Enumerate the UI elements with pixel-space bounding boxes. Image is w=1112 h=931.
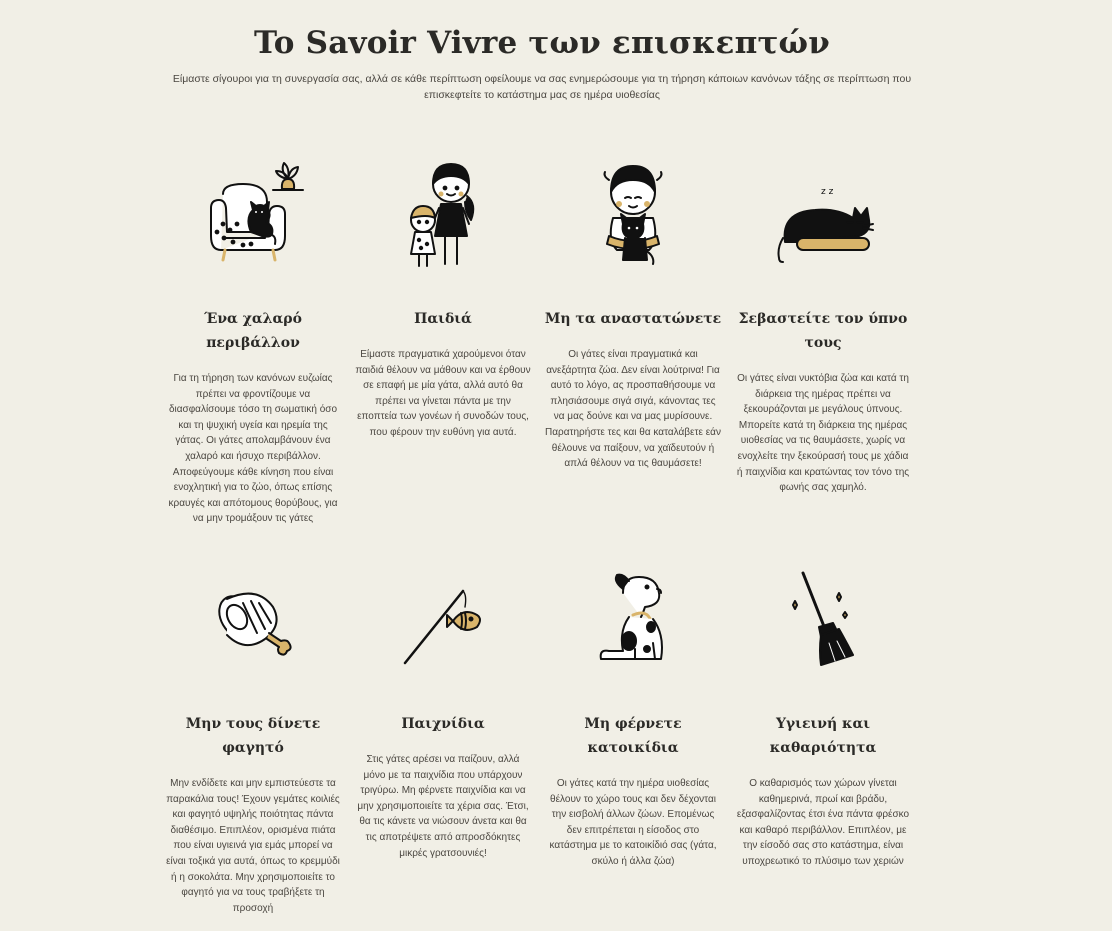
rule-card-relaxed-environment [158,150,348,527]
sleeping-cat-icon [728,150,918,285]
rule-text: Για τη τήρηση των κανόνων ευζωίας πρέπει να φροντίζουμε να διασφαλίσουμε τόσο τη σωματική όσο και τη ψυχική υγεία και ηρεμία της γάτας. Οι γάτες απολαμβάνουν ένα χαλαρό και ήσυχο περιβάλλον. Αποφεύγουμε κάθε κίνηση που είναι ενοχλητική για το ζώο, όπως επίσης κραυγές και απότομους θορύβους, για να μην τρομάξουν τις γάτες [168,373,338,525]
rule-card-hygiene [728,555,918,916]
rule-text: Οι γάτες κατά την ημέρα υιοθεσίας θέλουν το χώρο τους και δεν δέχονται την εισβολή άλλων ζώων. Επομένως δεν επιτρέπεται η είσοδος στο κατάστημα με το κατοικίδιό σας (γάτα, σκύλο ή άλλα ζώα) [549,778,717,867]
rules-row-2 [158,555,918,916]
rule-card-toys [348,555,538,916]
rule-title: Παιδιά [414,311,472,327]
rule-text: Οι γάτες είναι πραγματικά και ανεξάρτητα ζώα. Δεν είναι λούτρινα! Για αυτό το λόγο, ας προσπαθήσουμε να πλησιάσουμε σιγά σιγά, κάνοντας τες να μας δούνε και να μας μυρίσουνε. Παρατηρήστε τες και θα καταλάβετε εάν θέλουνε να παίξουν, να χαϊδευτούν ή απλά θέλουν να τις θαυμάσετε! [545,349,721,470]
rule-title: Μην τους δίνετε φαγητό [185,716,321,756]
page-intro: Είμαστε σίγουροι για τη συνεργασία σας, αλλά σε κάθε περίπτωση οφείλουμε να σας ενημερώσουμε για τη τήρηση κάποιων κανόνων τάξης σε περίπτωση που επισκεφτείτε το κατάστημα μας σε ημέρα υιοθεσίας [172,72,912,101]
cat-armchair-icon [158,150,348,285]
zz-label: z z [821,186,834,197]
rule-card-children [348,150,538,527]
rule-card-respect-sleep [728,150,918,527]
rule-text: Οι γάτες είναι νυκτόβια ζώα και κατά τη διάρκεια της ημέρας πρέπει να ξεκουράζονται με μεγάλους ύπνους. Μπορείτε κατά τη διάρκεια της ημέρας υιοθεσίας να τις θαυμάσετε, χωρίς να ενοχλείτε την ξεκούρασή τους με χάδια ή παιχνίδια και κρατώντας τον τόνο της φωνής σας χαμηλό. [736,373,910,494]
rule-title: Υγιεινή και καθαριότητα [769,716,877,756]
rule-title: Μη φέρνετε κατοικίδια [584,716,682,756]
rule-text: Στις γάτες αρέσει να παίζουν, αλλά μόνο με τα παιχνίδια που υπάρχουν τριγύρω. Μη φέρνετε παιχνίδια και να μην χρησιμοποιείτε τα χέρια σας. Έτσι, θα τις κάνετε να νιώσουν άνετα και θα τις αποτρέψετε από απροσδόκητες μικρές γρατσουνιές! [357,754,529,859]
rule-title: Μη τα αναστατώνετε [544,311,722,327]
dog-icon [538,555,728,690]
children-icon [348,150,538,285]
rule-title: Παιχνίδια [401,716,485,732]
rules-row-1 [158,150,918,527]
rule-card-no-pets [538,555,728,916]
page-title: To Savoir Vivre των επισκεπτών [254,24,830,61]
rule-card-dont-disturb [538,150,728,527]
ham-icon [158,555,348,690]
broom-icon [728,555,918,690]
rule-text: Είμαστε πραγματικά χαρούμενοι όταν παιδιά θέλουν να μάθουν και να έρθουν σε επαφή με μία γάτα, αλλά αυτό θα πρέπει να γίνεται πάντα με την εποπτεία των γονέων ή συνοδών τους, που φέρουν την ευθύνη για αυτά. [355,349,531,438]
rule-title: Σεβαστείτε τον ύπνο τους [738,311,908,351]
rule-card-no-food [158,555,348,916]
rule-title: Ένα χαλαρό περιβάλλον [204,311,302,351]
fish-toy-icon [348,555,538,690]
rule-text: Ο καθαρισμός των χώρων γίνεται καθημερινά, πρωί και βράδυ, εξασφαλίζοντας έτσι ένα πάντα φρέσκο και καθαρό περιβάλλον. Επιπλέον, με την είσοδό σας στο κατάστημα, είναι υποχρεωτικό το πλύσιμο των χεριών [736,778,910,867]
rule-text: Μην ενδίδετε και μην εμπιστεύεστε τα παρακάλια τους! Έχουν γεμάτες κοιλιές και φαγητό υψηλής ποιότητας πάντα διαθέσιμο. Επιπλέον, ορισμένα πιάτα που είναι υγιεινά για εμάς μπορεί να είναι τοξικά για αυτά, όπως το κρεμμύδι ή η σοκολάτα. Μην χρησιμοποιείτε το φαγητό για να τους τραβήξετε τη προσοχή [166,778,340,914]
girl-holding-cat-icon [538,150,728,285]
